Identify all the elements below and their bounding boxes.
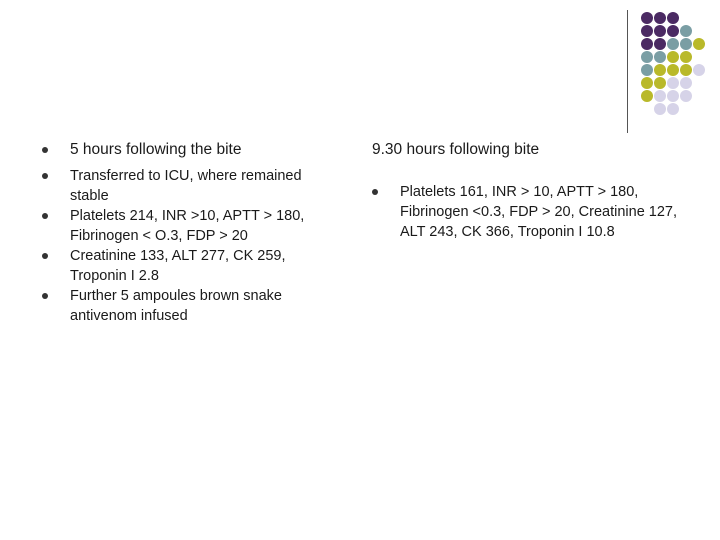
bullet-dot-icon: [42, 253, 48, 259]
grid-dot: [654, 12, 666, 24]
grid-dot: [693, 38, 705, 50]
grid-dot: [641, 51, 653, 63]
decorative-vertical-line: [627, 10, 628, 133]
grid-dot: [680, 77, 692, 89]
right-column: [372, 140, 702, 242]
grid-dot: [667, 25, 679, 37]
list-item-text: Transferred to ICU, where remained stable: [70, 168, 302, 204]
list-item-text: Platelets 214, INR >10, APTT > 180, Fibrinogen < O.3, FDP > 20: [70, 208, 305, 244]
list-item: [372, 182, 702, 242]
grid-dot: [654, 64, 666, 76]
grid-dot: [693, 64, 705, 76]
grid-dot: [680, 25, 692, 37]
list-item-text: Further 5 ampoules brown snake antivenom infused: [70, 288, 282, 324]
list-item-text: 5 hours following the bite: [70, 141, 242, 158]
grid-dot: [667, 12, 679, 24]
grid-dot: [667, 77, 679, 89]
grid-dot: [641, 25, 653, 37]
grid-dot: [667, 64, 679, 76]
grid-dot: [641, 12, 653, 24]
grid-dot: [680, 64, 692, 76]
bullet-dot-icon: [42, 173, 48, 179]
left-bullet-list: [42, 140, 342, 326]
list-item-text: Platelets 161, INR > 10, APTT > 180, Fibrinogen <0.3, FDP > 20, Creatinine 127, ALT 243, CK 366, Troponin I 10.8: [400, 184, 678, 240]
grid-dot: [654, 51, 666, 63]
grid-dot: [641, 64, 653, 76]
list-item: [42, 140, 342, 160]
grid-dot: [680, 38, 692, 50]
left-column: [42, 140, 342, 326]
grid-dot: [654, 25, 666, 37]
decorative-dot-grid: [0, 0, 720, 140]
bullet-dot-icon: [42, 293, 48, 299]
grid-dot: [654, 103, 666, 115]
grid-dot: [641, 90, 653, 102]
grid-dot: [654, 38, 666, 50]
list-item: [42, 206, 342, 246]
right-column-heading: 9.30 hours following bite: [372, 141, 540, 158]
grid-dot: [667, 38, 679, 50]
list-item-text: Creatinine 133, ALT 277, CK 259, Troponin I 2.8: [70, 248, 286, 284]
grid-dot: [667, 51, 679, 63]
list-item: [42, 286, 342, 326]
bullet-dot-icon: [42, 213, 48, 219]
grid-dot: [680, 90, 692, 102]
bullet-dot-icon: [372, 189, 378, 195]
grid-dot: [667, 90, 679, 102]
grid-dot: [654, 90, 666, 102]
bullet-dot-icon: [42, 147, 48, 153]
list-item: [42, 166, 342, 206]
grid-dot: [680, 51, 692, 63]
grid-dot: [641, 38, 653, 50]
grid-dot: [667, 103, 679, 115]
grid-dot: [641, 77, 653, 89]
grid-dot: [654, 77, 666, 89]
list-item: [42, 246, 342, 286]
right-bullet-list: [372, 182, 702, 242]
